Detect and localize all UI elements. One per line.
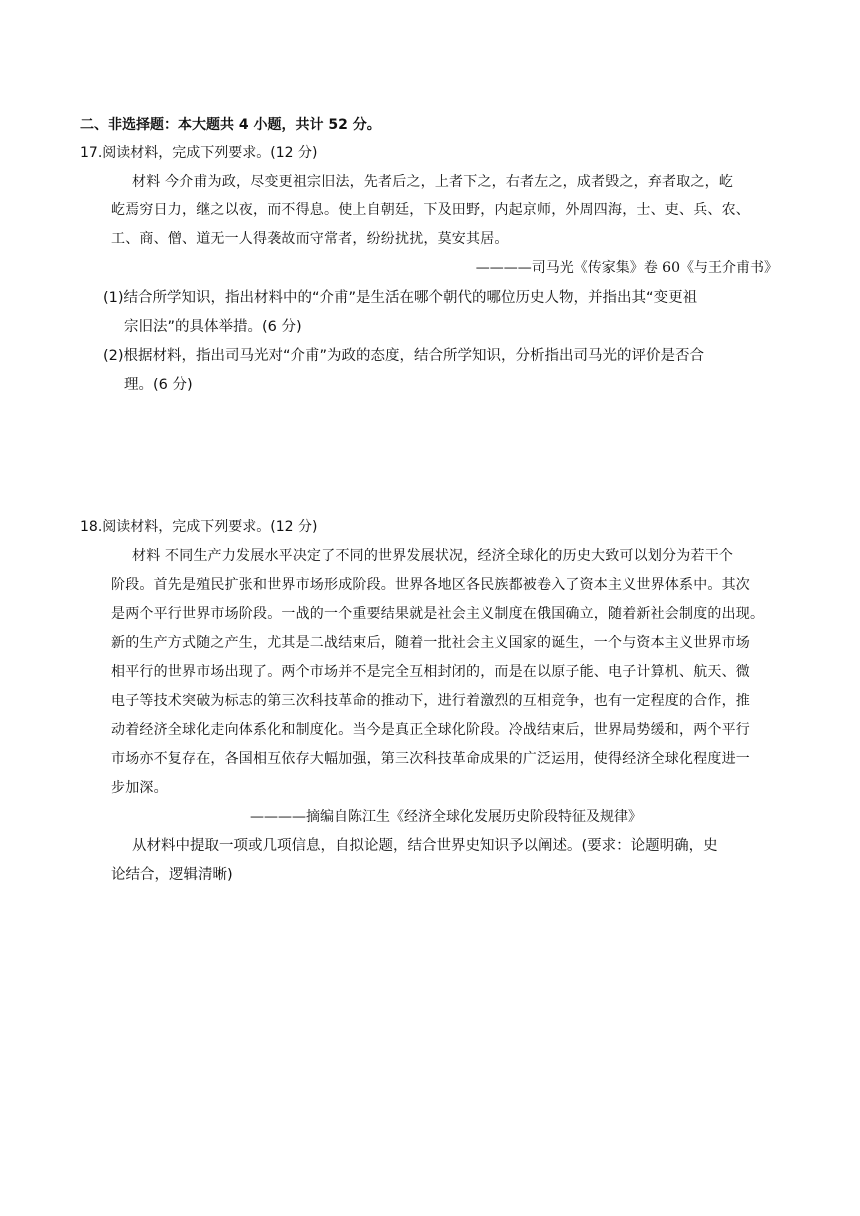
- q17-material-line: 工、商、僧、道无一人得袭故而守常者，纷纷扰扰，莫安其居。: [111, 231, 509, 247]
- q18-material-line: 相平行的世界市场出现了。两个市场并不是完全互相封闭的，而是在以原子能、电子计算机、航天、微: [111, 664, 750, 680]
- q17-subquestion-2-line: (2)根据材料，指出司马光对“介甫”为政的态度，结合所学知识，分析指出司马光的评价是否合: [103, 348, 705, 364]
- q17-subquestion-1-line: (1)结合所学知识，指出材料中的“介甫”是生活在哪个朝代的哪位历史人物，并指出其“变更祖: [103, 290, 698, 306]
- q18-material-line: 是两个平行世界市场阶段。一战的一个重要结果就是社会主义制度在俄国确立，随着新社会制度的出现。: [111, 606, 765, 622]
- q17-material-line: 材料 今介甫为政，尽变更祖宗旧法，先者后之，上者下之，右者左之，成者毁之，弃者取之，屹: [132, 174, 734, 190]
- q17-subquestion-2-line: 理。(6 分): [124, 377, 193, 393]
- q18-material-line: 步加深。: [111, 780, 168, 796]
- q18-material-line: 电子等技术突破为标志的第三次科技革命的推动下，进行着激烈的互相竞争，也有一定程度的合作，推: [111, 693, 750, 709]
- q17-source: ————司马光《传家集》卷 60《与王介甫书》: [475, 260, 778, 276]
- q18-material-line: 材料 不同生产力发展水平决定了不同的世界发展状况，经济全球化的历史大致可以划分为若干个: [132, 548, 734, 564]
- q18-task-line: 从材料中提取一项或几项信息，自拟论题，结合世界史知识予以阐述。(要求：论题明确，史: [132, 838, 718, 854]
- q17-subquestion-1-line: 宗旧法”的具体举措。(6 分): [124, 319, 302, 335]
- q18-material-line: 新的生产方式随之产生，尤其是二战结束后，随着一批社会主义国家的诞生，一个与资本主义世界市场: [111, 635, 750, 651]
- section-heading: 二、非选择题：本大题共 4 小题，共计 52 分。: [80, 117, 381, 133]
- q18-task-line: 论结合，逻辑清晰): [111, 867, 233, 883]
- q18-source: ————摘编自陈江生《经济全球化发展历史阶段特征及规律》: [250, 809, 642, 825]
- q18-material-line: 动着经济全球化走向体系化和制度化。当今是真正全球化阶段。冷战结束后，世界局势缓和，两个平行: [111, 722, 750, 738]
- q18-material-line: 市场亦不复存在，各国相互依存大幅加强，第三次科技革命成果的广泛运用，使得经济全球化程度进一: [111, 751, 750, 767]
- q17-material-line: 屹焉穷日力，继之以夜，而不得息。使上自朝廷，下及田野，内起京师，外周四海，士、吏、兵、农、: [111, 202, 750, 218]
- q18-material-line: 阶段。首先是殖民扩张和世界市场形成阶段。世界各地区各民族都被卷入了资本主义世界体系中。其次: [111, 577, 750, 593]
- q18-header: 18.阅读材料，完成下列要求。(12 分): [80, 519, 318, 535]
- q17-header: 17.阅读材料，完成下列要求。(12 分): [80, 145, 318, 161]
